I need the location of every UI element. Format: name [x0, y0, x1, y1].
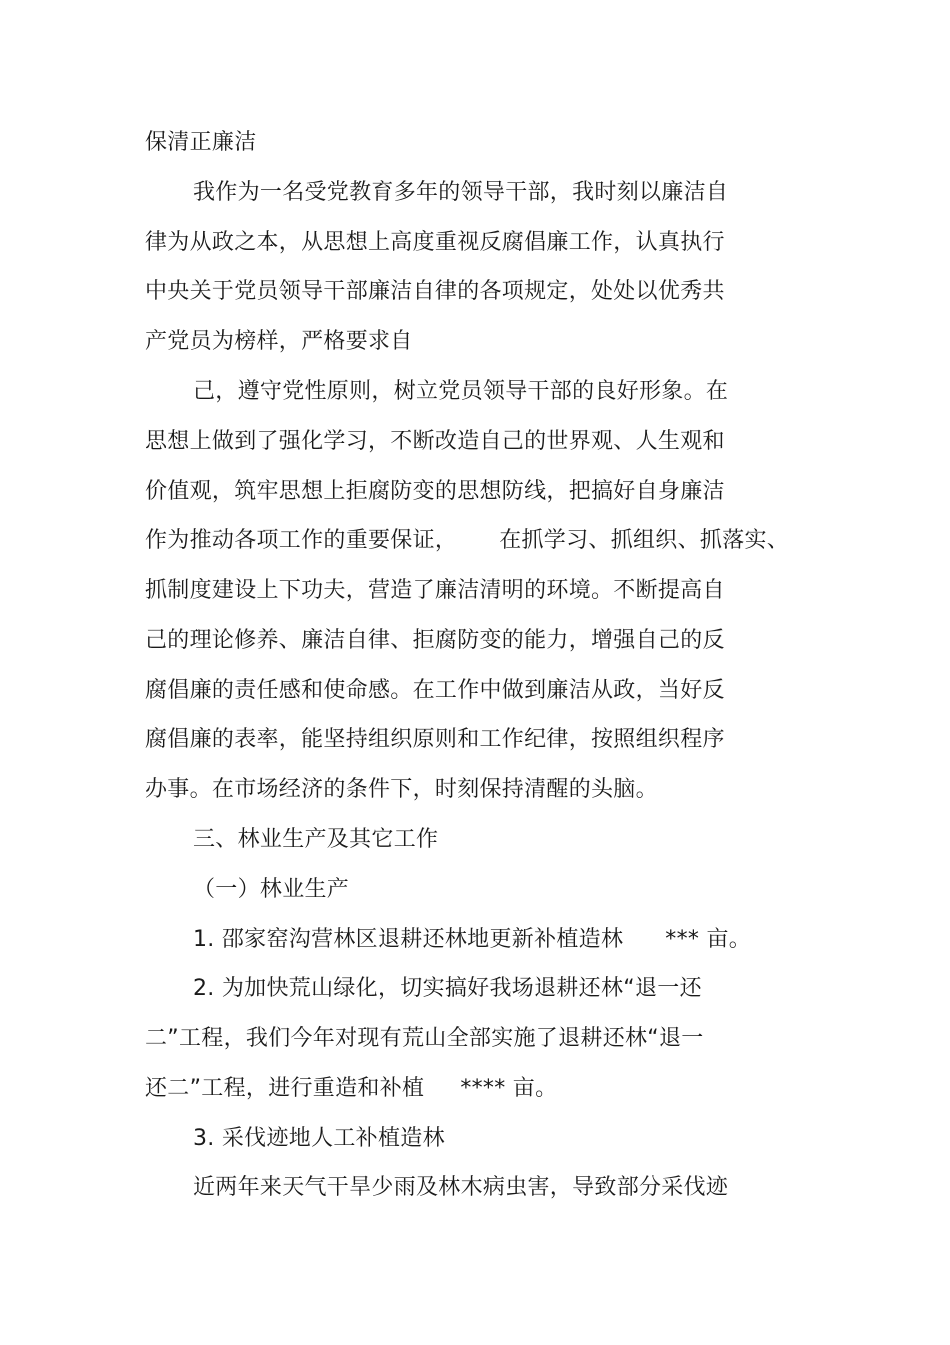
text-line: 办事。在市场经济的条件下，时刻保持清醒的头脑。	[145, 777, 658, 802]
text-segment: 在抓学习、抓组织、抓落实、	[499, 528, 790, 553]
text-segment: 还二”工程，进行重造和补植	[145, 1076, 425, 1101]
text-line: 腐倡廉的表率，能坚持组织原则和工作纪律，按照组织程序	[145, 727, 725, 752]
text-segment: *** 亩。	[665, 927, 752, 952]
paragraph-line: 己，遵守党性原则，树立党员领导干部的良好形象。在	[193, 379, 729, 404]
text-line: 价值观，筑牢思想上拒腐防变的思想防线，把搞好自身廉洁	[145, 479, 725, 504]
text-line	[145, 527, 789, 555]
text-line: 己的理论修养、廉洁自律、拒腐防变的能力，增强自己的反	[145, 628, 725, 653]
subsection-heading: （一）林业生产	[193, 877, 350, 902]
text-line: 中央关于党员领导干部廉洁自律的各项规定，处处以优秀共	[145, 279, 725, 304]
text-segment: 1. 邵家窑沟营林区退耕还林地更新补植造林	[193, 927, 624, 952]
text-segment: **** 亩。	[460, 1076, 558, 1101]
text-line: 抓制度建设上下功夫，营造了廉洁清明的环境。不断提高自	[145, 578, 725, 603]
list-item	[193, 926, 751, 954]
text-line: 二”工程，我们今年对现有荒山全部实施了退耕还林“退一	[145, 1026, 704, 1051]
list-item: 2. 为加快荒山绿化，切实搞好我场退耕还林“退一还	[193, 976, 702, 1001]
list-item: 3. 采伐迹地人工补植造林	[193, 1126, 445, 1151]
paragraph-line: 我作为一名受党教育多年的领导干部，我时刻以廉洁自	[193, 180, 729, 205]
text-line: 产党员为榜样，严格要求自	[145, 329, 413, 354]
paragraph-line: 近两年来天气干旱少雨及林木病虫害，导致部分采伐迹	[193, 1175, 729, 1200]
text-line: 保清正廉洁	[145, 130, 257, 155]
text-line: 律为从政之本，从思想上高度重视反腐倡廉工作，认真执行	[145, 230, 725, 255]
text-segment: 作为推动各项工作的重要保证，	[145, 528, 458, 553]
section-heading: 三、林业生产及其它工作	[193, 827, 439, 852]
text-line	[145, 1075, 557, 1103]
text-line: 腐倡廉的责任感和使命感。在工作中做到廉洁从政，当好反	[145, 678, 725, 703]
text-line: 思想上做到了强化学习，不断改造自己的世界观、人生观和	[145, 429, 725, 454]
